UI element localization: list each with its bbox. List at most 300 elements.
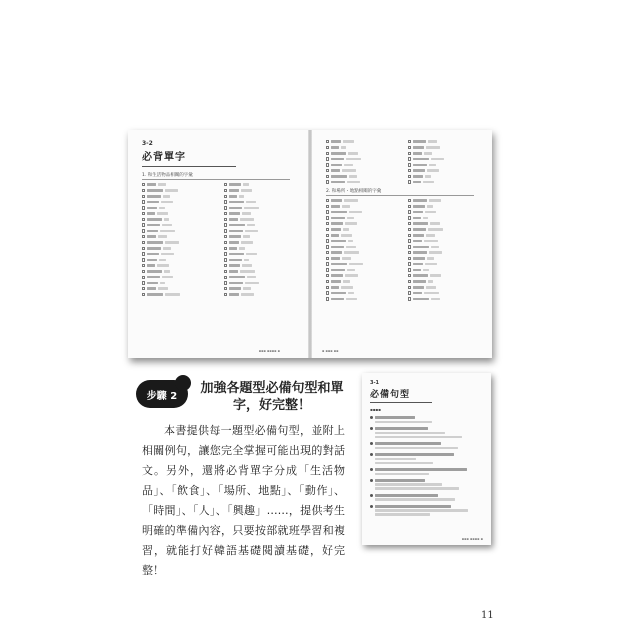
meaning-mark [157,264,169,267]
meaning-mark [423,269,429,272]
word-row [224,247,298,250]
word-mark [147,293,163,296]
word-mark [229,287,241,290]
pattern-line [370,468,483,471]
checkbox-icon [142,189,145,192]
checkbox-icon [326,163,329,166]
checkbox-icon [326,274,329,277]
checkbox-icon [408,268,411,271]
pattern-line [370,447,483,449]
word-mark [413,298,429,301]
word-mark [331,228,341,231]
word-mark [331,146,339,149]
meaning-mark [427,257,434,260]
word-mark [413,292,422,295]
word-mark [413,222,428,225]
checkbox-icon [408,234,411,237]
word-row [408,234,482,237]
word-mark [229,195,237,198]
checkbox-icon [326,152,329,155]
pattern-line [370,509,483,511]
checkbox-icon [326,291,329,294]
word-row [326,216,400,219]
checkbox-icon [408,297,411,300]
step-badge [136,380,188,408]
step-badge-label: 步驟 2 [146,390,178,402]
checkbox-icon [408,274,411,277]
checkbox-icon [408,205,411,208]
meaning-mark [427,169,439,172]
word-mark [331,158,344,161]
word-mark [331,140,341,143]
word-mark [331,298,344,301]
word-mark [331,205,340,208]
word-row [326,140,400,143]
meaning-mark [158,183,166,186]
checkbox-icon [408,157,411,160]
checkbox-icon [224,212,227,215]
word-row [142,218,216,221]
checkbox-icon [326,245,329,248]
meaning-mark [349,175,357,178]
pattern-line [370,479,483,482]
bullet-icon [370,468,373,471]
checkbox-icon [224,195,227,198]
pattern-text-mark [375,421,432,423]
meaning-mark [344,199,358,202]
pattern-block [370,453,483,464]
checkbox-icon [326,140,329,143]
word-mark [331,234,339,237]
inset-section-title: 必備句型 [370,390,411,400]
meaning-mark [428,140,437,143]
checkbox-icon [408,163,411,166]
word-mark [413,140,426,143]
word-mark [229,253,244,256]
word-mark [413,217,421,220]
checkbox-icon [326,251,329,254]
word-row [408,210,482,213]
checkbox-icon [408,222,411,225]
pattern-block [370,416,483,423]
checkbox-icon [408,291,411,294]
meaning-mark [160,282,165,285]
checkbox-icon [142,229,145,232]
checkbox-icon [224,200,227,203]
meaning-mark [161,201,173,204]
spread-section-number: 3-2 [142,140,153,147]
spread-right-category: 2. 和場所・地點相關的字彙 [326,188,474,196]
word-mark [229,183,241,186]
word-mark [147,189,163,192]
checkbox-icon [142,212,145,215]
pattern-text-mark [375,447,458,449]
word-row [142,287,216,290]
checkbox-icon [224,264,227,267]
word-row [326,234,400,237]
word-mark [147,183,156,186]
meaning-mark [345,274,358,277]
word-row [224,206,298,209]
word-mark [229,282,243,285]
checkbox-icon [142,195,145,198]
meaning-mark [241,241,253,244]
word-mark [229,293,239,296]
word-row [224,293,298,296]
word-row [326,274,400,277]
pattern-text-mark [375,416,415,418]
checkbox-icon [224,281,227,284]
meaning-mark [245,230,258,233]
inset-pattern-list [370,416,483,516]
word-mark [147,276,160,279]
word-row [408,297,482,300]
word-row [326,222,400,225]
meaning-mark [159,207,165,210]
meaning-mark [243,235,250,238]
checkbox-icon [224,241,227,244]
pattern-block [370,468,483,475]
word-row [326,280,400,283]
checkbox-icon [224,229,227,232]
pattern-line [370,427,483,430]
word-mark [147,241,163,244]
checkbox-icon [408,228,411,231]
checkbox-icon [408,169,411,172]
word-mark [331,217,345,220]
word-row [142,241,216,244]
checkbox-icon [224,206,227,209]
pattern-line [370,498,483,500]
spread-section-title: 必背單字 [142,152,186,163]
checkbox-icon [326,262,329,265]
word-mark [413,175,423,178]
word-row [326,210,400,213]
meaning-mark [426,146,440,149]
pattern-line [370,462,483,464]
word-mark [331,274,343,277]
checkbox-icon [326,205,329,208]
checkbox-icon [408,199,411,202]
meaning-mark [158,287,168,290]
word-row [224,235,298,238]
word-row [326,245,400,248]
meaning-mark [430,274,441,277]
word-row [408,286,482,289]
word-row [408,140,482,143]
word-row [408,280,482,283]
word-row [326,152,400,155]
word-row [224,241,298,244]
meaning-mark [243,287,251,290]
checkbox-icon [142,241,145,244]
pattern-block [370,494,483,501]
checkbox-icon [142,276,145,279]
pattern-text-mark [375,462,433,464]
pattern-text-mark [375,509,468,511]
word-row [142,270,216,273]
meaning-mark [431,158,444,161]
word-row [408,245,482,248]
meaning-mark [426,286,436,289]
checkbox-icon [142,287,145,290]
word-mark [229,189,239,192]
meaning-mark [430,222,440,225]
word-mark [413,211,423,214]
word-row [326,205,400,208]
word-row [142,258,216,261]
word-row [142,223,216,226]
word-row [408,152,482,155]
checkbox-icon [408,251,411,254]
word-row [326,268,400,271]
meaning-mark [428,280,433,283]
word-mark [413,158,429,161]
word-mark [331,257,340,260]
spread-title-rule [142,166,236,167]
word-mark [229,241,239,244]
word-mark [413,280,426,283]
pattern-line [370,421,483,423]
word-row [142,264,216,267]
word-row [142,200,216,203]
word-column [408,140,482,184]
word-mark [147,287,156,290]
meaning-mark [157,212,168,215]
word-mark [147,259,157,262]
meaning-mark [162,224,172,227]
word-mark [331,246,344,249]
meaning-mark [240,218,254,221]
meaning-mark [348,240,353,243]
pattern-line [370,416,483,419]
word-row [326,146,400,149]
meaning-mark [341,146,346,149]
checkbox-icon [142,206,145,209]
word-row [224,212,298,215]
meaning-mark [240,270,255,273]
pattern-text-mark [375,468,467,470]
word-mark [413,263,423,266]
meaning-mark [431,298,440,301]
meaning-mark [347,181,360,184]
word-row [326,163,400,166]
word-mark [147,224,160,227]
pattern-text-mark [375,498,455,500]
word-row [408,146,482,149]
checkbox-icon [224,189,227,192]
bullet-icon [370,416,373,419]
meaning-mark [343,140,354,143]
meaning-mark [164,270,170,273]
word-row [224,276,298,279]
word-row [326,239,400,242]
word-mark [147,230,158,233]
checkbox-icon [326,286,329,289]
word-mark [331,175,347,178]
word-row [408,216,482,219]
checkbox-icon [408,216,411,219]
word-row [408,291,482,294]
word-mark [331,240,346,243]
word-mark [413,228,426,231]
inset-title-rule [370,402,432,403]
word-row [142,247,216,250]
checkbox-icon [408,239,411,242]
meaning-mark [424,240,438,243]
checkbox-icon [326,222,329,225]
spread-left-page [128,130,308,358]
meaning-mark [162,276,173,279]
pattern-line [370,505,483,508]
word-mark [147,270,162,273]
word-row [142,229,216,232]
meaning-mark [427,205,433,208]
word-row [408,180,482,183]
meaning-mark [425,263,437,266]
word-mark [331,269,345,272]
checkbox-icon [408,245,411,248]
meaning-mark [424,152,432,155]
meaning-mark [243,183,249,186]
word-mark [331,181,345,184]
word-mark [413,269,421,272]
meaning-mark [244,259,249,262]
checkbox-icon [408,286,411,289]
word-row [142,293,216,296]
word-row [408,228,482,231]
spread-right-top-columns [326,140,482,184]
checkbox-icon [142,252,145,255]
word-row [224,200,298,203]
pattern-text-mark [375,479,425,481]
word-mark [229,230,243,233]
word-mark [331,280,341,283]
meaning-mark [244,207,259,210]
checkbox-icon [142,270,145,273]
word-mark [147,212,155,215]
checkbox-icon [142,235,145,238]
pattern-block [370,427,483,438]
checkbox-icon [408,257,411,260]
checkbox-icon [326,175,329,178]
book-spread-image [128,130,492,358]
checkbox-icon [326,180,329,183]
pattern-text-mark [375,483,442,485]
word-row [326,291,400,294]
meaning-mark [423,181,434,184]
word-row [224,281,298,284]
word-column [142,183,216,296]
word-mark [229,207,242,210]
meaning-mark [348,292,354,295]
inset-page-image [362,373,491,545]
checkbox-icon [326,297,329,300]
word-row [408,268,482,271]
bullet-icon [370,479,373,482]
checkbox-icon [408,280,411,283]
checkbox-icon [142,218,145,221]
word-mark [147,218,162,221]
pattern-text-mark [375,487,459,489]
checkbox-icon [224,183,227,186]
spread-left-word-columns [142,183,298,296]
word-mark [147,201,159,204]
spread-right-page [312,130,492,358]
word-mark [229,276,245,279]
pattern-text-mark [375,494,438,496]
word-row [326,175,400,178]
spread-left-category: 1. 和生活物品相關的字彙 [142,172,290,180]
word-mark [413,251,427,254]
pattern-line [370,483,483,485]
word-row [408,199,482,202]
word-mark [413,257,425,260]
word-mark [413,152,422,155]
pattern-text-mark [375,505,451,507]
word-mark [229,259,242,262]
checkbox-icon [224,252,227,255]
meaning-mark [426,234,435,237]
word-row [408,205,482,208]
meaning-mark [245,282,259,285]
word-mark [147,253,159,256]
checkbox-icon [326,234,329,237]
pattern-text-mark [375,473,429,475]
meaning-mark [349,263,363,266]
meaning-mark [163,247,171,250]
word-row [142,189,216,192]
bullet-icon [370,442,373,445]
word-mark [229,264,240,267]
body-paragraph: 本書提供每一題型必備句型，並附上相關例句，讓您完全掌握可能出現的對話文。另外，還將必背單字分成「生活物品」、「飲食」、「場所、地點」、「動作」、「時間」、「人」、「興趣」……，提供考生明確的準備內容，只要按部就班學習和複習，就能打好韓語基礎閱讀基礎，好完整！ [142,424,345,577]
bullet-icon [370,494,373,497]
pattern-line [370,513,483,515]
word-mark [413,246,429,249]
word-mark [229,270,238,273]
checkbox-icon [326,280,329,283]
inset-section-number: 3-1 [370,380,380,386]
word-row [408,157,482,160]
word-mark [331,169,340,172]
word-row [326,180,400,183]
checkbox-icon [326,157,329,160]
checkbox-icon [224,270,227,273]
meaning-mark [241,189,252,192]
word-row [142,276,216,279]
meaning-mark [348,152,358,155]
meaning-mark [431,246,439,249]
pattern-line [370,453,483,456]
checkbox-icon [408,146,411,149]
checkbox-icon [408,140,411,143]
word-mark [147,195,161,198]
checkbox-icon [142,293,145,296]
meaning-mark [425,175,431,178]
pattern-line [370,458,483,460]
word-mark [331,263,347,266]
word-column [326,140,400,184]
meaning-mark [239,195,244,198]
meaning-mark [241,293,254,296]
meaning-mark [246,253,257,256]
checkbox-icon [142,247,145,250]
word-row [224,287,298,290]
inset-pattern-heading: ▪▪▪▪ [370,407,381,412]
meaning-mark [344,251,359,254]
word-mark [331,164,342,167]
word-mark [229,212,240,215]
